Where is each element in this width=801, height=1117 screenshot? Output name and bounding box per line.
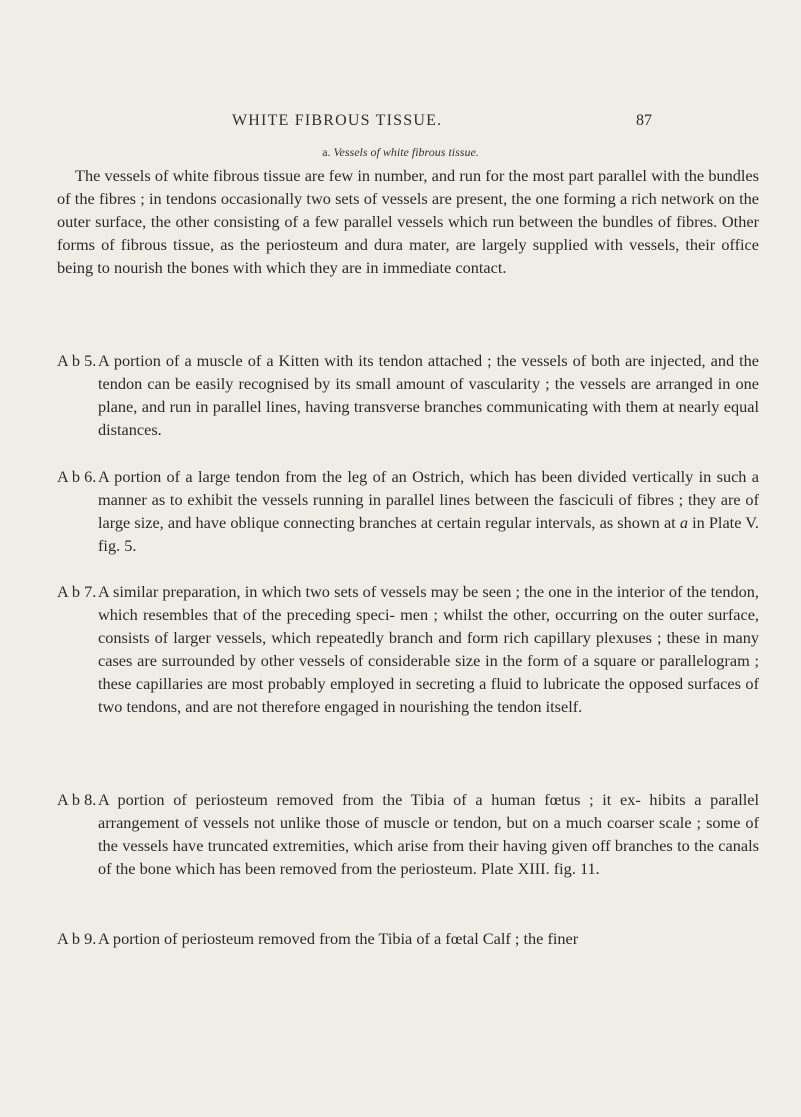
specimen-entry (57, 927, 759, 950)
running-title: WHITE FIBROUS TISSUE. (232, 112, 443, 129)
page-number: 87 (636, 112, 652, 129)
specimen-description: A portion of periosteum removed from the Tibia of a human fœtus ; it ex- hibits a parallel arrangement of vessels not unlike those of muscle or tendon, but on a much coarser scale ; some of the vessels have truncated extremities, which arise from their having given off branches to the canals of the bone which has been removed from the periosteum. Plate XIII. fig. 11. (98, 790, 759, 878)
specimen-entry (57, 349, 759, 441)
specimen-entry (57, 465, 759, 557)
specimen-description: A portion of a muscle of a Kitten with its tendon attached ; the vessels of both are injected, and the tendon can be easily recognised by its small amount of vascularity ; the vessels are arranged in one plane, and run in parallel lines, having transverse branches communicating with them at nearly equal distances. (98, 351, 759, 439)
specimen-label: A b 8. (57, 790, 97, 809)
section-label: a. (322, 145, 331, 159)
figure-reference-letter: a (679, 513, 688, 532)
running-head (232, 112, 652, 136)
intro-paragraph: The vessels of white fibrous tissue are few in number, and run for the most part parallel with the bundles of the fibres ; in tendons occasionally two sets of vessels are present, the one forming a rich network on the outer surface, the other consisting of a few parallel vessels which run between the bundles of fibres. Other forms of fibrous tissue, as the periosteum and dura mater, are largely supplied with vessels, their office being to nourish the bones with which they are in immediate contact. (57, 166, 759, 277)
section-title: Vessels of white fibrous tissue. (333, 145, 479, 159)
specimen-label: A b 6. (57, 467, 97, 486)
specimen-label: A b 5. (57, 351, 97, 370)
specimen-label: A b 9. (57, 929, 97, 948)
specimen-description-part: A portion of a large tendon from the leg of an Ostrich, which has been divided vertically in such a manner as to exhibit the vessels running in parallel lines between the fasciculi of fibres ; they are of large size, and have oblique connecting branches at certain regular intervals, as shown at (98, 467, 759, 532)
specimen-entry (57, 580, 759, 718)
specimen-label: A b 7. (57, 582, 97, 601)
specimen-description-part: in Plate V. fig. 5. (98, 513, 759, 555)
specimen-description: A portion of periosteum removed from the Tibia of a fœtal Calf ; the finer (98, 929, 579, 948)
specimen-description (98, 465, 759, 557)
specimen-description: A similar preparation, in which two sets of vessels may be seen ; the one in the interior of the tendon, which resembles that of the preceding speci- men ; whilst the other, occurring on the outer surface, consists of larger vessels, which repeatedly branch and form rich capillary plexuses ; these in many cases are surrounded by other vessels of considerable size in the form of a square or parallelogram ; these capillaries are most probably employed in secreting a fluid to lubricate the opposed surfaces of two tendons, and are not therefore engaged in nourishing the tendon itself. (98, 582, 759, 716)
section-heading (0, 145, 801, 160)
specimen-entry (57, 788, 759, 880)
